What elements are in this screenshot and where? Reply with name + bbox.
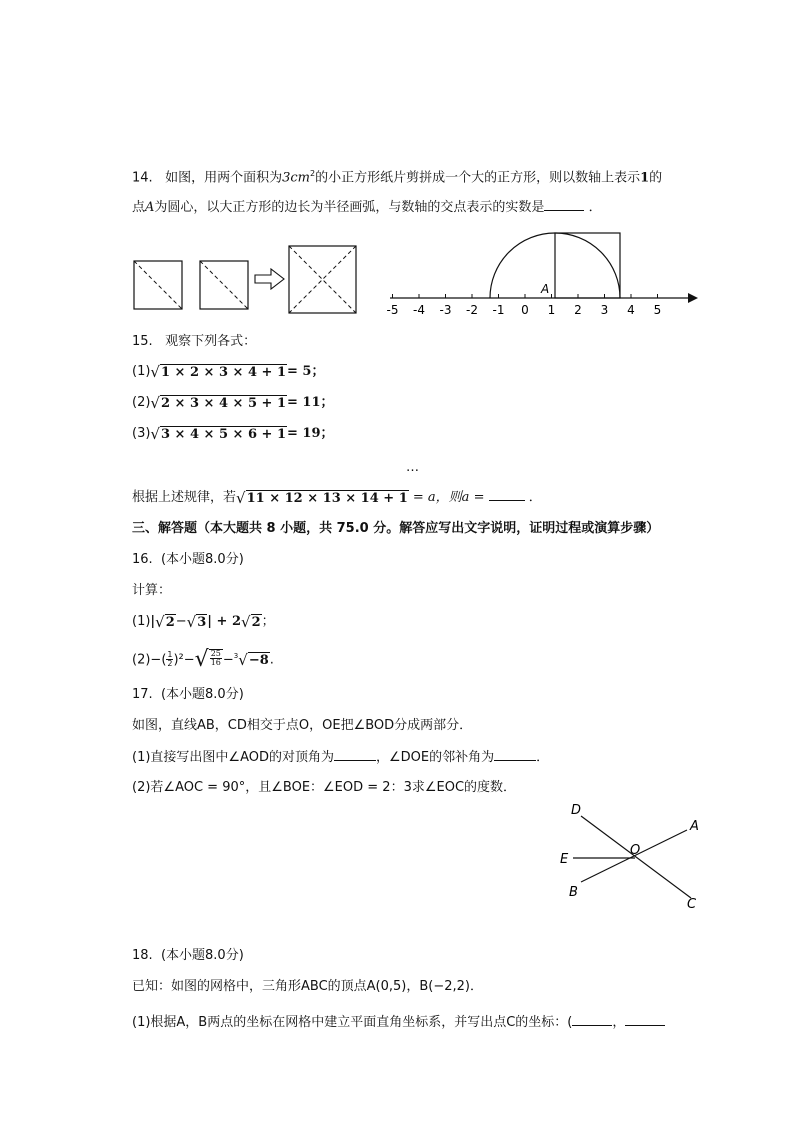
radicand: 11 × 12 × 13 × 14 + 1: [246, 490, 408, 506]
q15-intro: 观察下列各式：: [165, 334, 257, 349]
q17-part1: [132, 748, 549, 767]
q16-number: 16.: [132, 552, 153, 567]
q14-point-a: A: [145, 200, 155, 215]
q15-item-3: [132, 425, 334, 443]
sqrt: √ 1 × 2 × 3 × 4 + 1: [150, 362, 286, 381]
numerator: 1: [167, 650, 173, 660]
arrow-right-icon: [255, 269, 284, 289]
sqrt: √ −8: [238, 650, 269, 669]
item-label: (3): [132, 426, 151, 441]
small-square-left: [134, 261, 182, 309]
q15-line: [132, 333, 256, 351]
label-e: E: [560, 852, 569, 867]
sqrt: √ 2: [155, 612, 175, 631]
cube-root-index: 3: [233, 652, 239, 660]
q14-end: ．: [588, 200, 602, 215]
q18-intro: 已知：如图的网格中，三角形ABC的顶点A(0,5)，B(−2,2)．: [132, 979, 484, 994]
q17-part2: (2)若∠AOC = 90°，且∠BOE：∠EOD = 2：3求∠EOC的度数．: [132, 780, 517, 795]
radicand: 1 × 2 × 3 × 4 + 1: [160, 364, 286, 380]
q14-text: 的小正方形纸片剪拼成一个大的正方形，则以数轴上表示: [315, 170, 641, 186]
q16-score: (本小题8.0分): [160, 552, 244, 567]
item-result: = 19；: [287, 426, 334, 441]
q18-part1: [132, 1013, 665, 1032]
tick-label: -1: [492, 303, 505, 317]
q14-line1: [132, 165, 662, 187]
tick-label: -2: [466, 303, 478, 317]
part-end: .: [269, 652, 274, 668]
axis-arrow-icon: [688, 293, 698, 303]
q18-blank-1[interactable]: [572, 1013, 612, 1026]
part-label: (2): [132, 652, 151, 668]
part-end: ；: [261, 614, 275, 629]
item-label: (2): [132, 395, 151, 410]
q15-answer-blank[interactable]: [489, 488, 525, 501]
label-c: C: [687, 897, 697, 912]
denominator: 16: [210, 657, 221, 667]
q15-item-2: [132, 394, 334, 412]
q14-area: 3cm: [282, 170, 310, 186]
q17-blank-1[interactable]: [334, 748, 376, 761]
q14-figure: [120, 228, 710, 323]
item-result: = 5；: [287, 364, 325, 379]
label-d: D: [571, 803, 582, 818]
tick-label: 0: [521, 303, 529, 317]
small-square-right: [200, 261, 248, 309]
large-square: [289, 246, 356, 313]
tick-label: 2: [574, 303, 582, 317]
q14-number: 14.: [132, 170, 153, 186]
section-3-heading: 三、解答题（本大题共 8 小题，共 75.0 分。解答应写出文字说明，证明过程或演算步骤）: [132, 521, 660, 536]
q15-item-1: [132, 363, 324, 381]
q14-text: 如图，用两个面积为: [165, 170, 283, 186]
tick-label: 4: [627, 303, 635, 317]
q17-number: 17.: [132, 687, 153, 702]
q18-p1-text: (1)根据A，B两点的坐标在网格中建立平面直角坐标系，并写出点C的坐标：(: [132, 1015, 573, 1030]
fraction: [210, 650, 222, 667]
q15-rule: [132, 488, 542, 507]
q18-header: [132, 947, 244, 965]
point-a-label: A: [541, 282, 550, 296]
tick-label: -3: [439, 303, 452, 317]
q17-p1-end: ．: [536, 750, 550, 765]
q14-one: 1: [640, 170, 650, 186]
q15-rule-eq: = a，则a =: [412, 490, 485, 505]
q14-text: 为圆心，以大正方形的边长为半径画弧，与数轴的交点表示的实数是: [154, 200, 545, 215]
arc-square: [555, 233, 620, 298]
q17-p1-text: (1)直接写出图中∠AOD的对顶角为: [132, 750, 334, 765]
tick-label: -5: [386, 303, 399, 317]
q18-blank-2[interactable]: [625, 1013, 665, 1026]
q15-ellipsis: …: [406, 460, 419, 475]
q17-p1-text: ，∠DOE的邻补角为: [375, 750, 495, 765]
q16-part1: [132, 613, 275, 631]
q14-answer-blank[interactable]: [544, 198, 584, 211]
q15-rule-text: 根据上述规律，若: [132, 490, 237, 505]
neg-paren: −(: [150, 652, 167, 668]
q17-intro: 如图，直线AB，CD相交于点O，OE把∠BOD分成两部分．: [132, 718, 473, 733]
sqrt: √ 2 × 3 × 4 × 5 + 1: [150, 393, 286, 412]
sqrt: √ 11 × 12 × 13 × 14 + 1: [236, 488, 408, 507]
q18-number: 18.: [132, 948, 153, 963]
q16-part2: [132, 647, 274, 671]
q14-line2: [132, 198, 602, 217]
q17-score: (本小题8.0分): [160, 687, 244, 702]
item-label: (1): [132, 364, 151, 379]
sqrt: √ $\frac{25}{16}$: [194, 646, 221, 672]
q15-number: 15.: [132, 334, 153, 349]
abs-bar-plus: | + 2: [207, 614, 241, 629]
q18-score: (本小题8.0分): [160, 948, 244, 963]
minus: −: [175, 614, 187, 629]
q15-rule-end: ．: [528, 490, 542, 505]
tick-label: 5: [653, 303, 662, 317]
tick-label: -4: [413, 303, 425, 317]
power: )²−: [173, 652, 195, 668]
radicand: 3: [197, 614, 207, 630]
q14-text: 点: [132, 200, 146, 215]
q17-blank-2[interactable]: [494, 748, 536, 761]
minus: −: [222, 652, 234, 668]
q17-figure: [555, 800, 715, 915]
q16-intro: 计算：: [132, 583, 172, 598]
label-o: O: [630, 843, 641, 858]
abs-bar: |: [150, 614, 156, 629]
radicand: −8: [248, 652, 269, 668]
radicand: 2: [251, 614, 261, 630]
sqrt: √ 3: [186, 612, 207, 631]
q14-text: 的: [649, 170, 663, 186]
tick-label: 1: [547, 303, 556, 317]
number-line: [387, 233, 698, 317]
part-label: (1): [132, 614, 151, 629]
tick-label: 3: [600, 303, 609, 317]
label-b: B: [569, 885, 578, 900]
radicand: 2 × 3 × 4 × 5 + 1: [160, 395, 286, 411]
sqrt: √ 2: [241, 612, 261, 631]
sqrt: √ 3 × 4 × 5 × 6 + 1: [150, 424, 286, 443]
item-result: = 11；: [287, 395, 334, 410]
radicand: 2: [165, 614, 175, 630]
numerator: 25: [210, 648, 221, 658]
q18-p1-comma: ，: [612, 1015, 626, 1030]
label-a: A: [690, 819, 699, 834]
denominator: 2: [167, 659, 173, 669]
q14-area-sup: 2: [310, 169, 316, 178]
q16-header: [132, 551, 244, 569]
radicand: 3 × 4 × 5 × 6 + 1: [160, 426, 286, 442]
q17-header: [132, 686, 244, 704]
